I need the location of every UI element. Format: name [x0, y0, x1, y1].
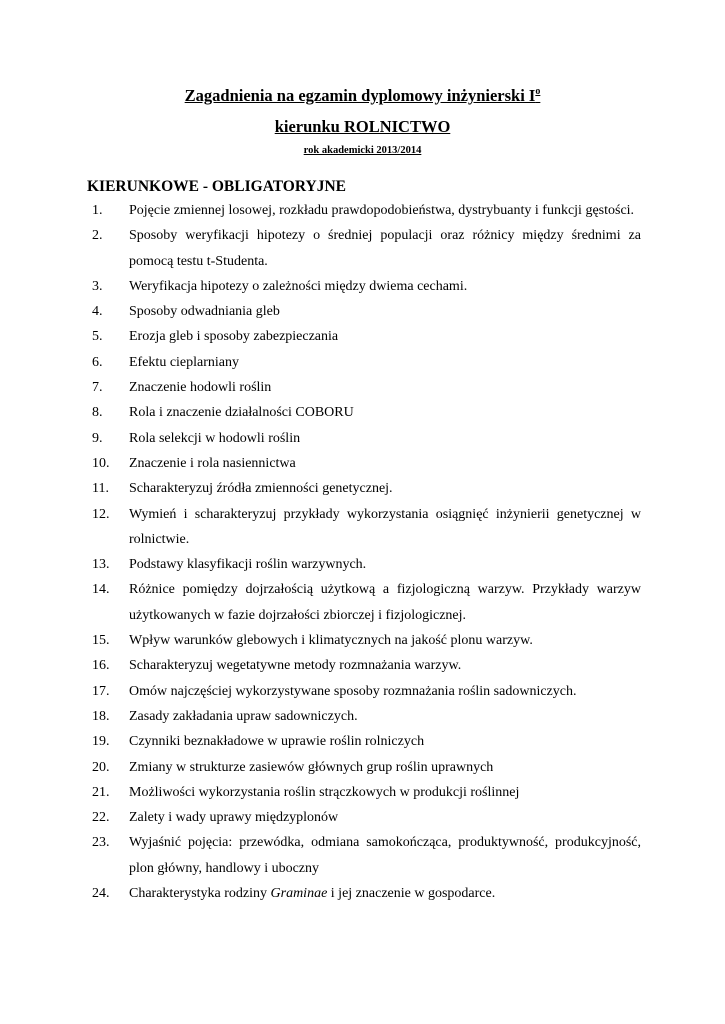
list-item — [0, 577, 641, 628]
item-text: Rola selekcji w hodowli roślin — [129, 430, 301, 446]
item-number: 7. — [92, 380, 103, 396]
item-number: 5. — [92, 329, 103, 345]
list-item — [0, 653, 641, 678]
item-number: 23. — [92, 835, 110, 851]
academic-year: rok akademicki 2013/2014 — [303, 145, 422, 156]
list-item — [0, 679, 641, 704]
item-text: Znaczenie hodowli roślin — [129, 380, 272, 396]
item-text: Wymień i scharakteryzuj przykłady wykorzystania osiągnięć inżynierii genetycznej w rolnictwie. — [129, 506, 641, 547]
list-item — [0, 704, 641, 729]
title-superscript: o — [535, 86, 541, 97]
item-text: Czynniki beznakładowe w uprawie roślin rolniczych — [129, 734, 425, 750]
item-text-part: Charakterystyka rodziny — [129, 886, 271, 902]
item-number: 13. — [92, 557, 110, 573]
list-item — [0, 223, 641, 274]
list-item — [0, 476, 641, 501]
item-text: Możliwości wykorzystania roślin strączkowych w produkcji roślinnej — [129, 784, 520, 800]
item-text: Scharakteryzuj źródła zmienności genetycznej. — [129, 481, 393, 497]
item-text: Sposoby odwadniania gleb — [129, 304, 280, 320]
item-number: 19. — [92, 734, 110, 750]
list-item — [0, 729, 641, 754]
item-number: 16. — [92, 658, 110, 674]
list-item — [0, 755, 641, 780]
document-title — [0, 86, 725, 106]
item-number: 1. — [92, 203, 103, 218]
list-item — [0, 375, 641, 400]
item-number: 2. — [92, 228, 103, 244]
item-text: Zalety i wady uprawy międzyplonów — [129, 810, 339, 826]
list-item — [0, 628, 641, 653]
list-item — [0, 350, 641, 375]
item-text: Rola i znaczenie działalności COBORU — [129, 405, 354, 421]
item-number: 15. — [92, 633, 110, 649]
topic-list — [0, 198, 641, 906]
document-title-line2: kierunku ROLNICTWO — [274, 117, 451, 136]
item-text: Zmiany w strukturze zasiewów głównych grup roślin uprawnych — [129, 759, 494, 775]
item-number: 21. — [92, 784, 110, 800]
item-text: Omów najczęściej wykorzystywane sposoby rozmnażania roślin sadowniczych. — [129, 683, 577, 699]
item-number: 14. — [92, 582, 110, 598]
list-item — [0, 552, 641, 577]
item-text: Znaczenie i rola nasiennictwa — [129, 455, 296, 471]
list-item — [0, 805, 641, 830]
item-number: 3. — [92, 278, 103, 294]
item-text: Sposoby weryfikacji hipotezy o średniej populacji oraz różnicy między średnimi za pomocą testu t-Studenta. — [129, 228, 641, 269]
item-number: 9. — [92, 430, 103, 446]
list-item — [0, 881, 641, 906]
list-item — [0, 198, 641, 223]
list-item — [0, 274, 641, 299]
item-text: Wyjaśnić pojęcia: przewódka, odmiana samokończąca, produktywność, produkcyjność, plon główny, handlowy i uboczny — [129, 835, 641, 876]
list-item — [0, 400, 641, 425]
title-text: Zagadnienia na egzamin dyplomowy inżynierski I — [184, 86, 536, 105]
section-heading: KIERUNKOWE - OBLIGATORYJNE — [87, 178, 346, 195]
item-text-part: i jej znaczenie w gospodarce. — [327, 886, 496, 902]
list-item — [0, 780, 641, 805]
item-number: 6. — [92, 354, 103, 370]
item-number: 4. — [92, 304, 103, 320]
list-item — [0, 451, 641, 476]
item-number: 24. — [92, 886, 110, 902]
item-number: 10. — [92, 455, 110, 471]
item-text: Weryfikacja hipotezy o zależności między dwiema cechami. — [129, 278, 468, 294]
item-number: 17. — [92, 683, 110, 699]
item-number: 18. — [92, 708, 110, 724]
item-number: 8. — [92, 405, 103, 421]
item-number: 22. — [92, 810, 110, 826]
list-item — [0, 502, 641, 553]
item-text: Podstawy klasyfikacji roślin warzywnych. — [129, 557, 367, 573]
item-text: Scharakteryzuj wegetatywne metody rozmnażania warzyw. — [129, 658, 462, 674]
item-text: Zasady zakładania upraw sadowniczych. — [129, 708, 358, 724]
item-text-italic: Graminae — [270, 886, 328, 902]
item-text: Różnice pomiędzy dojrzałością użytkową a fizjologiczną warzyw. Przykłady warzyw użytkowanych w fazie dojrzałości zbiorczej i fizjologicznej. — [129, 582, 641, 623]
item-text — [129, 881, 641, 906]
list-item — [0, 830, 641, 881]
list-item — [0, 324, 641, 349]
item-number: 11. — [92, 481, 109, 497]
list-item — [0, 426, 641, 451]
item-text: Erozja gleb i sposoby zabezpieczania — [129, 329, 339, 345]
list-item — [0, 299, 641, 324]
item-text: Wpływ warunków glebowych i klimatycznych na jakość plonu warzyw. — [129, 633, 533, 649]
item-number: 20. — [92, 759, 110, 775]
item-text: Pojęcie zmiennej losowej, rozkładu prawdopodobieństwa, dystrybuanty i funkcji gęstości. — [129, 203, 635, 218]
item-text: Efektu cieplarniany — [129, 354, 240, 370]
item-number: 12. — [92, 506, 110, 522]
